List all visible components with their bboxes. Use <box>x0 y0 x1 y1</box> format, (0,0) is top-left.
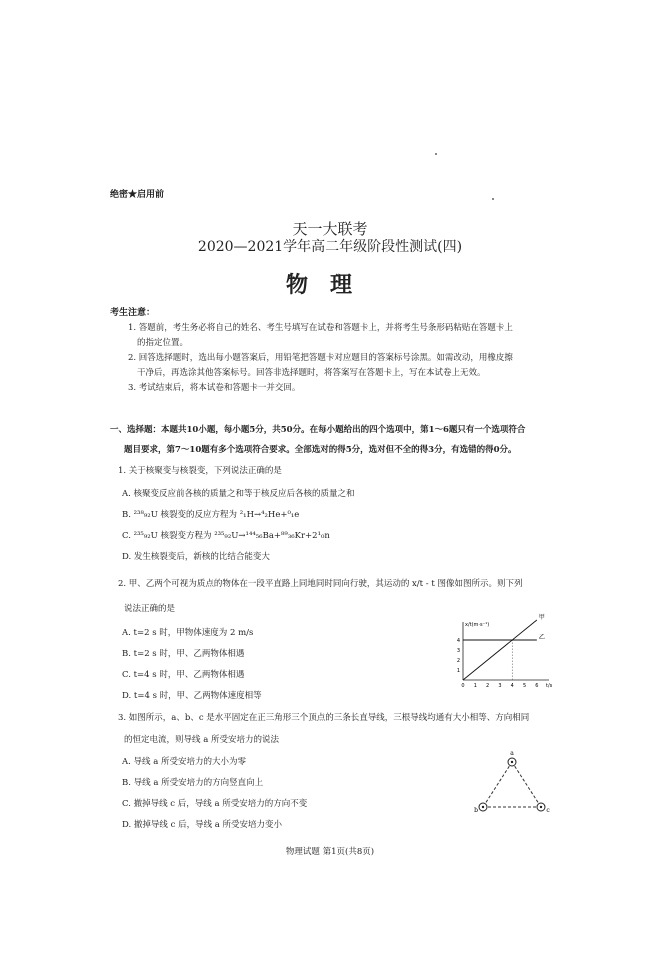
question-2-option-c: C. t=4 s 时，甲、乙两物体相遇 <box>122 670 245 680</box>
question-2-stem: 2. 甲、乙两个可视为质点的物体在一段平直路上同地同时同向行驶，其运动的 x/t - t 图像如图所示。则下列 <box>118 579 523 589</box>
vertex-label: a <box>510 750 514 757</box>
question-3-triangle-diagram <box>472 752 552 816</box>
notice-item: 3. 考试结束后，将本试卷和答题卡一并交回。 <box>128 383 301 393</box>
x-tick-label: 4 <box>510 683 514 689</box>
y-axis-label: x/t(m·s⁻¹) <box>465 622 490 628</box>
y-tick-label: 4 <box>456 638 460 644</box>
x-tick-label: 5 <box>522 683 527 689</box>
page-footer: 物理试题 第1页(共8页) <box>285 847 375 857</box>
question-2-option-b: B. t=2 s 时，甲、乙两物体相遇 <box>122 649 245 659</box>
series-label: 乙 <box>538 634 545 641</box>
notice-item: 2. 回答选择题时，选出每小题答案后，用铅笔把答题卡对应题目的答案标号涂黑。如需改动，用橡皮擦 <box>128 353 513 363</box>
x-axis-label: t/s <box>546 683 553 689</box>
question-3-stem: 的恒定电流，则导线 a 所受安培力的说法 <box>124 735 279 745</box>
vertex-label: b <box>474 807 478 814</box>
question-2-graph <box>445 614 555 700</box>
x-tick-label: 3 <box>498 683 502 689</box>
subject-title: 物理 <box>285 272 374 298</box>
question-1-option-c: C. ²³⁵₉₂U 核裂变方程为 ²³⁵₉₂U→¹⁴⁴₅₆Ba+⁸⁹₃₆Kr+2¹₀n <box>122 531 330 541</box>
vertex-label: c <box>546 807 550 814</box>
y-tick-label: 2 <box>456 658 460 664</box>
series-label: 甲 <box>538 614 545 621</box>
question-2-stem: 说法正确的是 <box>124 604 176 614</box>
notice-item: 1. 答题前，考生务必将自己的姓名、考生号填写在试卷和答题卡上，并将考生号条形码粘贴在答题卡上 <box>128 323 513 333</box>
x-tick-label: 2 <box>486 683 490 689</box>
question-2-option-a: A. t=2 s 时，甲物体速度为 2 m/s <box>122 628 254 638</box>
confidential-label: 绝密★启用前 <box>110 190 165 200</box>
organizer-title: 天一大联考 <box>292 220 368 238</box>
wire-b-dot <box>482 806 484 808</box>
question-1-option-a: A. 核聚变反应前各核的质量之和等于核反应后各核的质量之和 <box>122 489 355 499</box>
question-2-option-d: D. t=4 s 时，甲、乙两物体速度相等 <box>122 691 262 701</box>
y-tick-label: 1 <box>456 668 460 674</box>
wire-a-dot <box>511 761 513 763</box>
wire-c-dot <box>540 806 542 808</box>
notice-item: 干净后，再选涂其他答案标号。回答非选择题时，将答案写在答题卡上，写在本试卷上无效。 <box>137 368 486 378</box>
question-1-option-b: B. ²³⁸₉₂U 核裂变的反应方程为 ²₁H→⁴₂He+⁰₁e <box>122 510 300 520</box>
exam-title: 2020—2021学年高二年级阶段性测试(四) <box>197 239 463 255</box>
y-tick-label: 3 <box>456 648 460 654</box>
section-instruction: 题目要求，第7～10题有多个选项符合要求。全部选对的得5分，选对但不全的得3分，有选错的得0分。 <box>124 445 517 455</box>
question-3-option-d: D. 撤掉导线 c 后，导线 a 所受安培力变小 <box>122 820 283 830</box>
question-1-option-d: D. 发生核裂变后，新核的比结合能变大 <box>122 552 270 562</box>
question-3-option-c: C. 撤掉导线 c 后，导线 a 所受安培力的方向不变 <box>122 799 308 809</box>
x-tick-label: 6 <box>535 683 539 689</box>
series-line-jia <box>463 620 537 680</box>
section-instruction: 一、选择题：本题共10小题，每小题5分，共50分。在每小题给出的四个选项中，第1～6题只有一个选项符合 <box>110 425 526 435</box>
question-3-option-b: B. 导线 a 所受安培力的方向竖直向上 <box>122 778 264 788</box>
x-tick-label: 1 <box>473 683 477 689</box>
triangle-side <box>483 762 512 807</box>
question-1-stem: 1. 关于核聚变与核裂变，下列说法正确的是 <box>118 466 282 476</box>
question-3-stem: 3. 如图所示，a、b、c 是水平固定在正三角形三个顶点的三条长直导线，三根导线均通有大小相等、方向相同 <box>118 713 530 723</box>
question-3-option-a: A. 导线 a 所受安培力的大小为零 <box>122 757 247 767</box>
x-tick-label: 0 <box>461 683 465 689</box>
triangle-side <box>512 762 541 807</box>
notice-title: 考生注意： <box>110 308 156 318</box>
notice-item: 的指定位置。 <box>137 338 189 348</box>
